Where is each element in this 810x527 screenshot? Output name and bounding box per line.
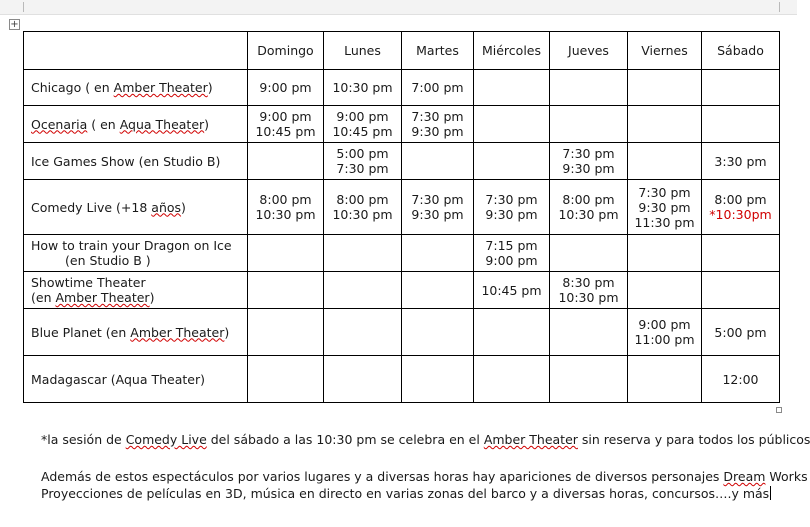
time-cell (402, 70, 474, 106)
time-cell (474, 106, 550, 143)
show-name-cell (24, 70, 248, 106)
note-show-name: Comedy Live (125, 432, 207, 447)
show-name: How to train your Dragon on Ice (31, 238, 232, 253)
note-text: sin reserva y para todos los públicos (577, 432, 810, 447)
table-row (24, 143, 780, 180)
day-header: Domingo (248, 32, 324, 70)
table-row (24, 70, 780, 106)
showtime: 10:30 pm (558, 290, 619, 305)
venue-name: Amber Theater (113, 80, 208, 95)
day-header: Lunes (324, 32, 402, 70)
time-cell (402, 143, 474, 180)
showtime: 9:00 pm (485, 253, 538, 268)
time-cell (550, 143, 628, 180)
time-cell (702, 106, 780, 143)
show-name: Comedy Live (+18 (31, 199, 152, 215)
show-name-suffix: ) (181, 199, 186, 215)
showtime: 12:00 (722, 371, 759, 387)
showtime: 10:45 pm (481, 282, 542, 298)
table-row (24, 356, 780, 403)
corner-cell (24, 32, 248, 70)
note-brand-name: Dream (723, 469, 766, 484)
note-venue-name: Amber Theater (483, 432, 578, 447)
showtime: 7:30 pm (562, 146, 615, 161)
time-cell (402, 272, 474, 309)
show-name-cell (24, 106, 248, 143)
table-row (24, 309, 780, 356)
day-header: Jueves (550, 32, 628, 70)
showtime: 11:30 pm (634, 214, 695, 230)
time-cell (324, 272, 402, 309)
showtime: 10:30 pm (332, 80, 393, 95)
time-cell (550, 309, 628, 356)
venue-name: Amber Theater (130, 324, 225, 340)
showtime: 9:30 pm (638, 199, 691, 215)
showtime: 9:00 pm (259, 80, 312, 95)
time-cell (550, 272, 628, 309)
notes-block (41, 431, 810, 502)
day-header: Miércoles (474, 32, 550, 70)
showtime: 9:30 pm (411, 207, 464, 222)
showtime: 7:30 pm (411, 109, 464, 124)
showtime: 7:30 pm (411, 192, 464, 207)
note-text: *la sesión de (41, 432, 126, 447)
showtime: 7:30 pm (485, 192, 538, 207)
show-name-suffix: ) (224, 324, 230, 340)
show-name: Madagascar (Aqua Theater) (31, 371, 206, 387)
showtime: 8:00 pm (714, 192, 767, 207)
showtime: 10:30 pm (332, 207, 393, 222)
show-venue-suffix: ) (149, 290, 155, 305)
time-cell (324, 143, 402, 180)
time-cell (474, 180, 550, 235)
time-cell (324, 70, 402, 106)
show-name: Ice Games Show (en Studio B) (31, 153, 221, 169)
showtime: 9:30 pm (485, 207, 538, 222)
time-cell (402, 235, 474, 272)
time-cell (474, 235, 550, 272)
time-cell (324, 235, 402, 272)
time-cell (474, 272, 550, 309)
showtime: 7:30 pm (336, 161, 389, 176)
table-row (24, 180, 780, 235)
showtime: 3:30 pm (714, 153, 767, 169)
table-move-icon[interactable]: + (10, 19, 19, 30)
time-cell (702, 356, 780, 403)
time-cell (474, 70, 550, 106)
time-cell (324, 356, 402, 403)
showtime: 9:00 pm (259, 109, 312, 124)
showtime: 7:30 pm (638, 184, 691, 200)
show-name-cell (24, 309, 248, 356)
showtime: 9:00 pm (336, 109, 389, 124)
time-cell (248, 180, 324, 235)
show-name: Blue Planet (en (31, 324, 131, 340)
showtime: 10:30 pm (558, 207, 619, 222)
time-cell (702, 272, 780, 309)
time-cell (248, 356, 324, 403)
venue-name: Amber Theater (55, 290, 150, 305)
time-cell (550, 356, 628, 403)
table-row (24, 235, 780, 272)
note-line-3 (41, 485, 791, 502)
showtime: 7:15 pm (485, 238, 538, 253)
day-header: Sábado (702, 32, 780, 70)
show-name: Ocenaria (31, 116, 88, 132)
time-cell (702, 143, 780, 180)
showtime: 8:00 pm (562, 192, 615, 207)
showtime: 9:30 pm (411, 124, 464, 139)
time-cell (474, 143, 550, 180)
time-cell (402, 309, 474, 356)
showtime: 5:00 pm (714, 324, 767, 340)
text-cursor (770, 486, 771, 500)
show-name-cell (24, 272, 248, 309)
time-cell (248, 70, 324, 106)
showtime: 10:45 pm (255, 124, 316, 139)
showtime: 11:00 pm (634, 332, 695, 347)
time-cell (702, 309, 780, 356)
time-cell (550, 235, 628, 272)
day-header: Viernes (628, 32, 702, 70)
show-name-mid: ( en (87, 116, 120, 132)
showtime: 8:30 pm (562, 275, 615, 290)
show-name-cell (24, 143, 248, 180)
show-venue: (en Studio B ) (65, 253, 151, 268)
time-cell (474, 356, 550, 403)
left-margin-marker[interactable] (23, 2, 24, 12)
time-cell (248, 309, 324, 356)
time-cell (628, 106, 702, 143)
showtime: 8:00 pm (259, 192, 312, 207)
special-showtime: *10:30pm (709, 207, 772, 222)
showtime: 10:30 pm (255, 207, 316, 222)
right-margin-marker[interactable] (779, 2, 780, 12)
time-cell (628, 180, 702, 235)
time-cell (402, 180, 474, 235)
showtime: 9:30 pm (562, 161, 615, 176)
time-cell (248, 106, 324, 143)
time-cell (324, 106, 402, 143)
note-line-1 (41, 431, 810, 448)
table-resize-icon[interactable] (776, 407, 782, 413)
time-cell (324, 309, 402, 356)
show-name-cell (24, 356, 248, 403)
time-cell (474, 309, 550, 356)
showtime: 7:00 pm (411, 80, 464, 95)
note-text: Además de estos espectáculos por varios lugares y a diversas horas hay apariciones de diversos personajes (41, 469, 724, 484)
show-name-cell (24, 180, 248, 235)
time-cell (248, 143, 324, 180)
venue-name: Aqua Theater (119, 116, 205, 132)
time-cell (628, 70, 702, 106)
show-name-cell (24, 235, 248, 272)
time-cell (628, 272, 702, 309)
showtime: 10:45 pm (332, 124, 393, 139)
age-label: años (151, 199, 182, 215)
show-name: Showtime Theater (31, 275, 146, 290)
time-cell (550, 70, 628, 106)
time-cell (248, 235, 324, 272)
day-header: Martes (402, 32, 474, 70)
note-line-2 (41, 468, 808, 485)
time-cell (702, 180, 780, 235)
showtime: 9:00 pm (638, 317, 691, 332)
time-cell (402, 106, 474, 143)
showtime: 8:00 pm (336, 192, 389, 207)
showtime: 5:00 pm (336, 146, 389, 161)
table-row (24, 272, 780, 309)
note-text: Works (765, 469, 808, 484)
show-name: Chicago ( en (31, 80, 114, 95)
table-row (24, 106, 780, 143)
show-name-suffix: ) (207, 80, 213, 95)
time-cell (402, 356, 474, 403)
time-cell (628, 143, 702, 180)
header-row (24, 32, 780, 70)
time-cell (702, 70, 780, 106)
time-cell (628, 309, 702, 356)
time-cell (628, 356, 702, 403)
show-venue-prefix: (en (31, 290, 56, 305)
note-text: del sábado a las 10:30 pm se celebra en el (206, 432, 484, 447)
schedule-table (23, 31, 780, 403)
time-cell (550, 180, 628, 235)
time-cell (628, 235, 702, 272)
show-name-suffix: ) (204, 116, 210, 132)
time-cell (248, 272, 324, 309)
time-cell (324, 180, 402, 235)
time-cell (550, 106, 628, 143)
note-text: Proyecciones de películas en 3D, música en directo en varias zonas del barco y a diversas horas, concursos….y más (41, 486, 770, 501)
time-cell (702, 235, 780, 272)
ruler-bar (0, 0, 797, 15)
